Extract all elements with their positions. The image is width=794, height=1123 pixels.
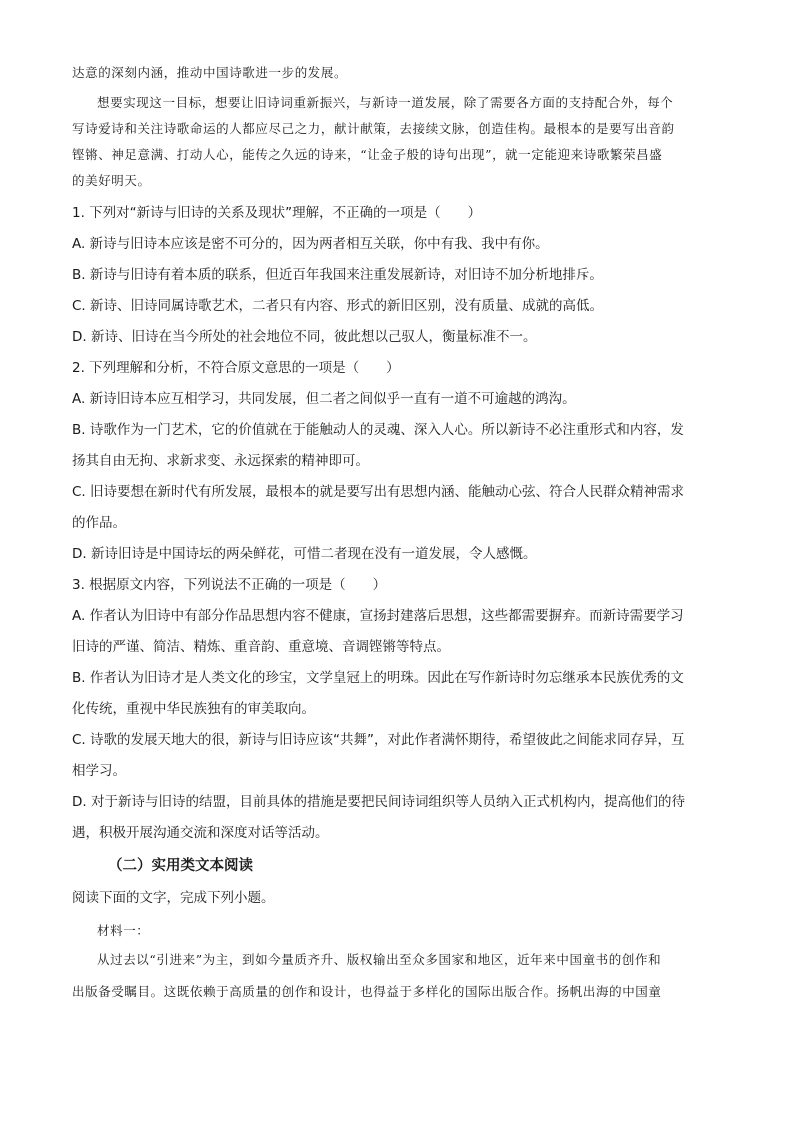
- section-heading: （二）实用类文本阅读: [108, 858, 253, 874]
- passage-line: 铿锵、神足意满、打动人心，能传之久远的诗来，“让金子般的诗句出现”，就一定能迎来诗歌繁荣昌盛: [72, 147, 663, 162]
- option-b: B. 诗歌作为一门艺术，它的价值就在于能触动人的灵魂、深入人心。所以新诗不必注重形式和内容，发: [72, 422, 684, 438]
- question-stem: 2. 下列理解和分析，不符合原文意思的一项是（ ）: [72, 360, 400, 376]
- material-line: 从过去以“引进来”为主，到如今量质齐升、版权输出至众多国家和地区，近年来中国童书的创作和: [97, 952, 662, 967]
- option-c-continued: 相学习。: [72, 763, 126, 779]
- option-b-continued: 扬其自由无拘、求新求变、永远探索的精神即可。: [72, 453, 369, 469]
- passage-line: 的美好明天。: [72, 173, 151, 188]
- passage-line: 写诗爱诗和关注诗歌命运的人都应尽己之力，献计献策，去接续文脉，创造佳构。最根本的是要写出音韵: [72, 121, 675, 136]
- option-d: D. 新诗旧诗是中国诗坛的两朵鲜花，可惜二者现在没有一道发展，令人感慨。: [72, 546, 537, 562]
- passage-line: 想要实现这一目标，想要让旧诗词重新振兴，与新诗一道发展，除了需要各方面的支持配合外，每个: [97, 95, 674, 110]
- option-a: A. 新诗旧诗本应互相学习，共同发展，但二者之间似乎一直有一道不可逾越的鸿沟。: [72, 391, 576, 407]
- option-c: C. 新诗、旧诗同属诗歌艺术，二者只有内容、形式的新旧区别，没有质量、成就的高低。: [72, 298, 604, 314]
- option-a: A. 作者认为旧诗中有部分作品思想内容不健康，宣扬封建落后思想，这些都需要摒弃。而新诗需要学习: [72, 608, 684, 624]
- option-c: C. 旧诗要想在新时代有所发展，最根本的就是要写出有思想内涵、能触动心弦、符合人民群众精神需求: [72, 484, 685, 500]
- option-d-continued: 遇，积极开展沟通交流和深度对话等活动。: [72, 825, 329, 841]
- section-instruction: 阅读下面的文字，完成下列小题。: [72, 890, 275, 906]
- option-c-continued: 的作品。: [72, 515, 126, 531]
- material-label: 材料一：: [97, 923, 150, 938]
- option-b: B. 新诗与旧诗有着本质的联系，但近百年我国来注重发展新诗，对旧诗不加分析地排斥。: [72, 267, 603, 283]
- material-line: 出版备受瞩目。这既依赖于高质量的创作和设计，也得益于多样化的国际出版合作。扬帆出海的中国童: [72, 984, 662, 999]
- option-b: B. 作者认为旧诗才是人类文化的珍宝，文学皇冠上的明珠。因此在写作新诗时勿忘继承本民族优秀的文: [72, 670, 684, 686]
- passage-line: 达意的深刻内涵，推动中国诗歌进一步的发展。: [72, 65, 348, 80]
- option-d: D. 对于新诗与旧诗的结盟，目前具体的措施是要把民间诗词组织等人员纳入正式机构内，提高他们的待: [72, 794, 685, 810]
- option-d: D. 新诗、旧诗在当今所处的社会地位不同，彼此想以己驭人，衡量标准不一。: [72, 329, 537, 345]
- option-b-continued: 化传统，重视中华民族独有的审美取向。: [72, 701, 315, 717]
- question-1: [72, 198, 722, 353]
- question-3: [72, 570, 722, 849]
- question-2: [72, 353, 722, 570]
- option-a: A. 新诗与旧诗本应该是密不可分的，因为两者相互关联，你中有我、我中有你。: [72, 236, 549, 252]
- option-a-continued: 旧诗的严谨、简洁、精炼、重音韵、重意境、音调铿锵等特点。: [72, 639, 450, 655]
- question-stem: 3. 根据原文内容，下列说法不正确的一项是（ ）: [72, 577, 387, 593]
- question-stem: 1. 下列对“新诗与旧诗的关系及现状”理解，不正确的一项是（ ）: [72, 205, 482, 221]
- option-c: C. 诗歌的发展天地大的很，新诗与旧诗应该“共舞”，对此作者满怀期待，希望彼此之间能求同存异，互: [72, 732, 685, 748]
- passage-paragraph: [72, 90, 722, 194]
- material-one: [72, 918, 722, 1008]
